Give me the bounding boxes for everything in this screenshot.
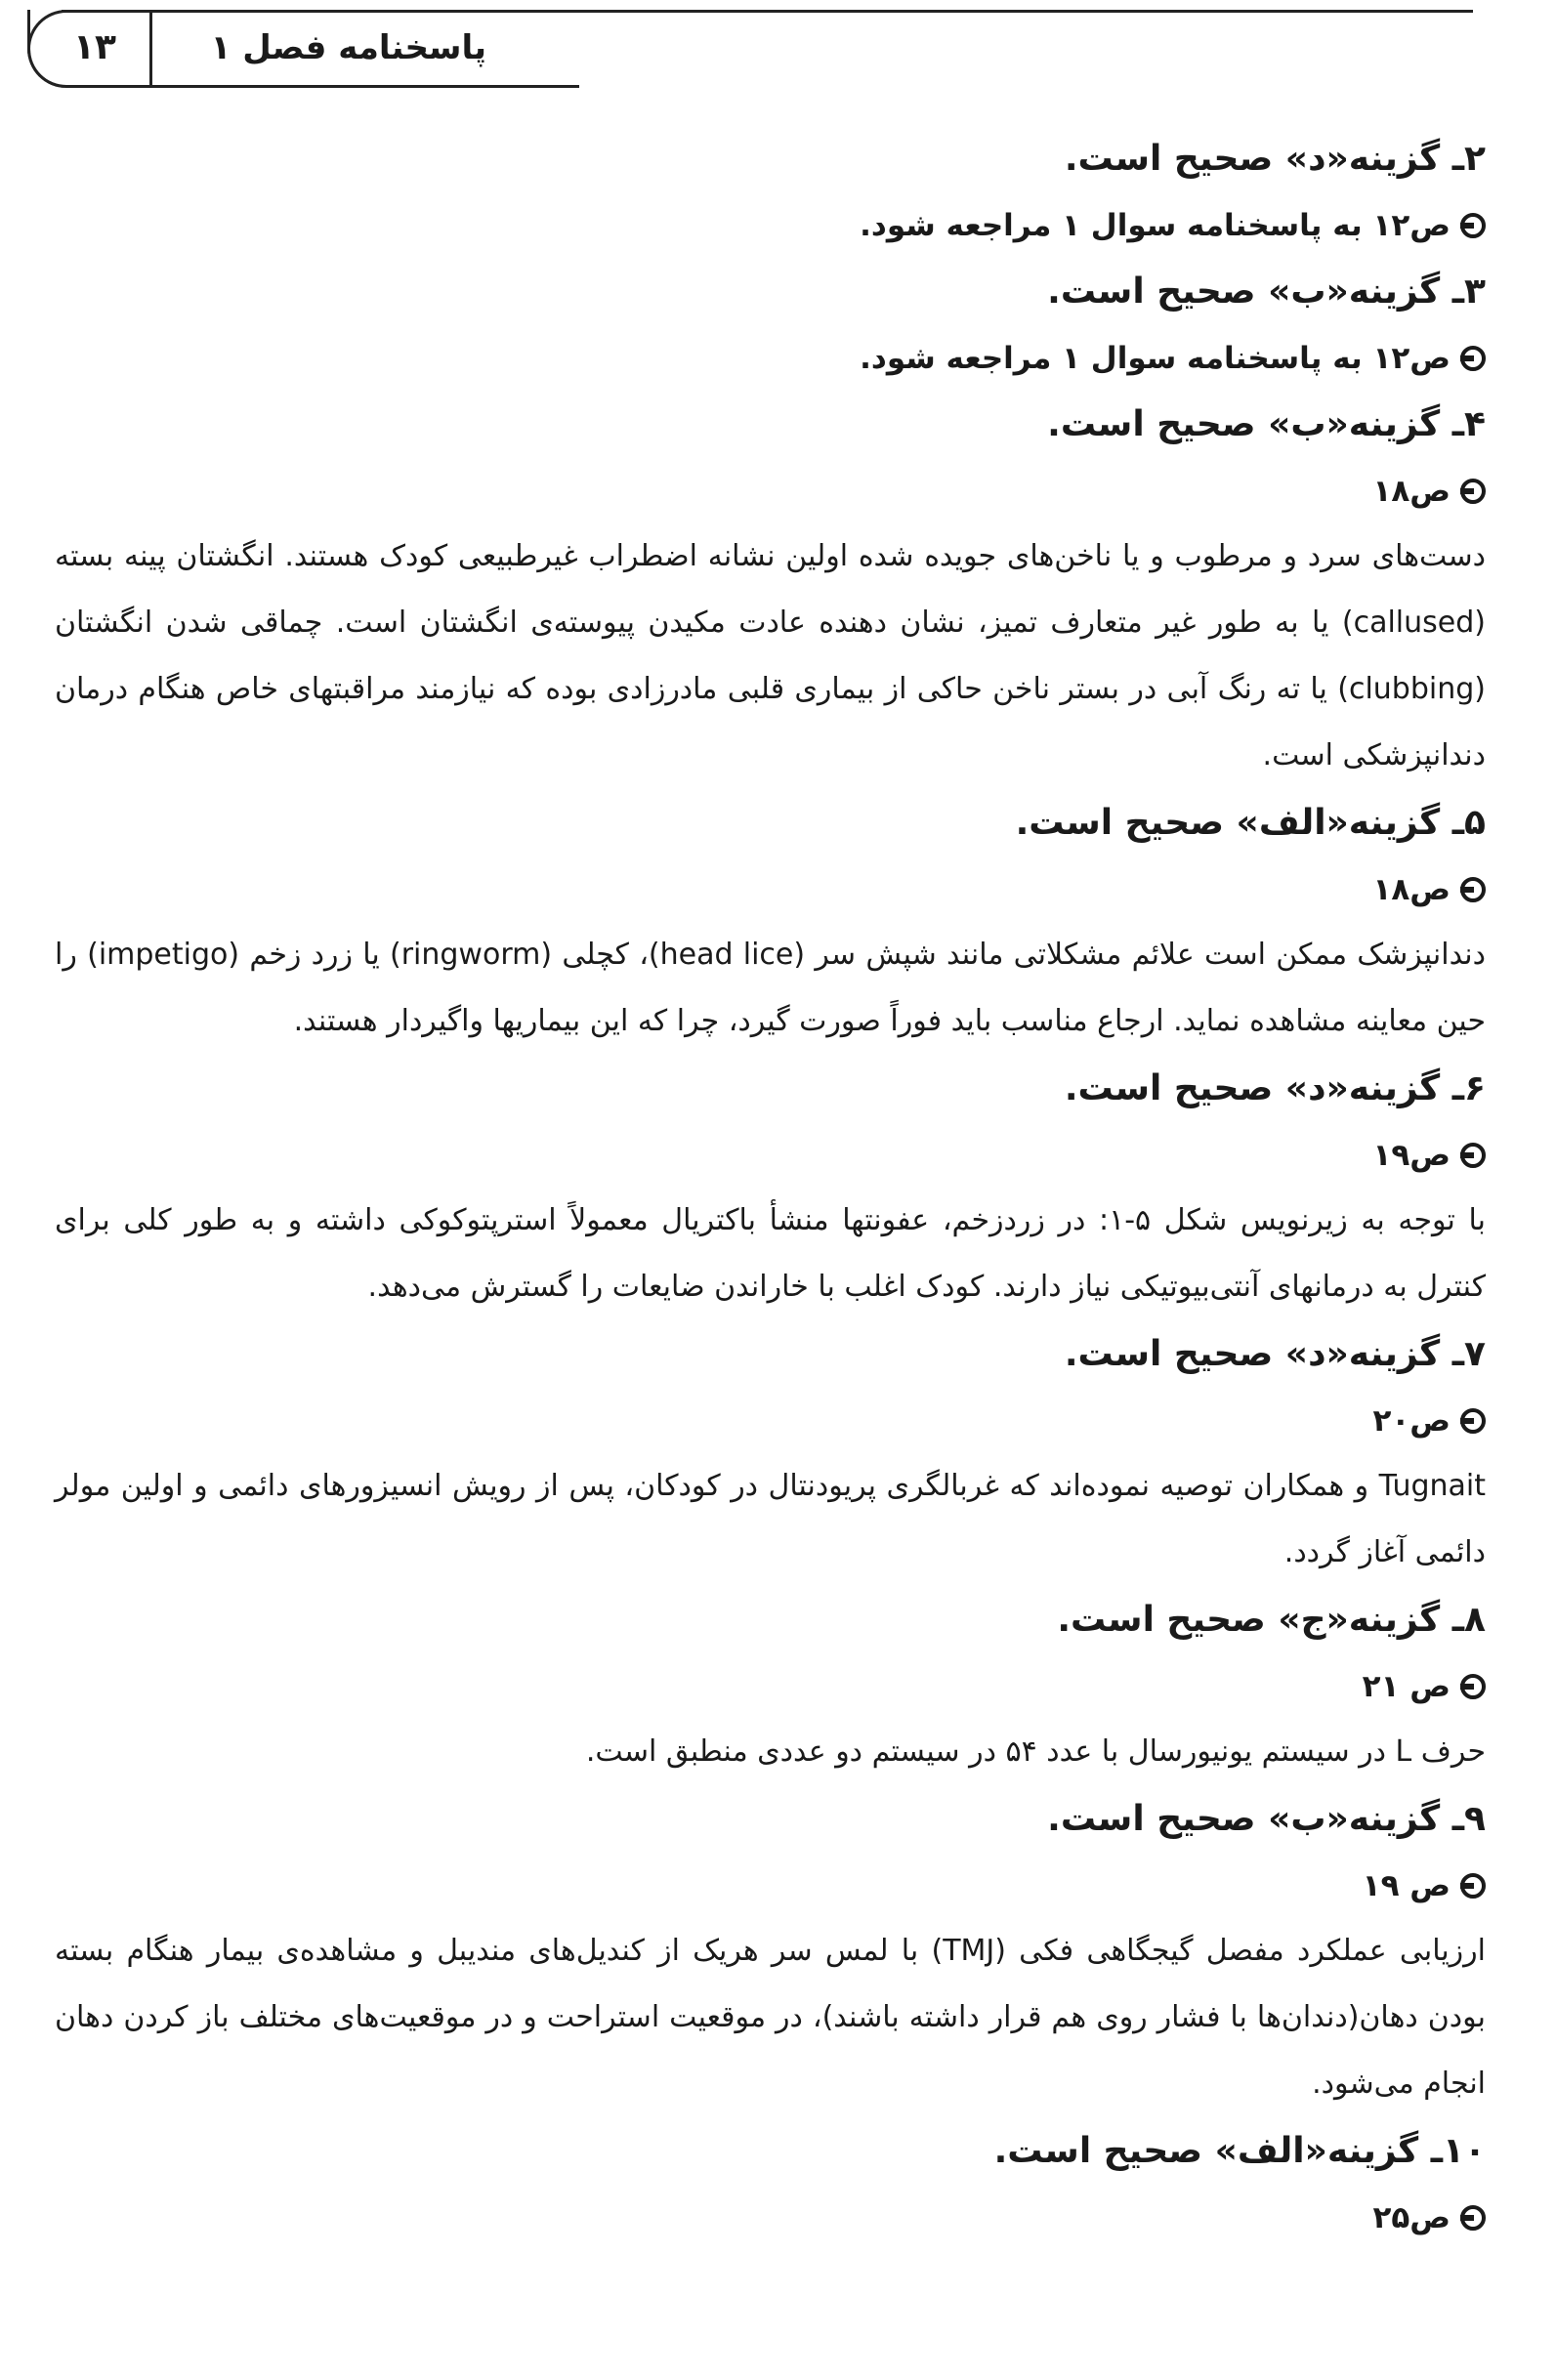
reference-arrow-icon <box>1460 1674 1486 1699</box>
page-reference-text: ص۲۵ <box>1372 2200 1451 2235</box>
answer-heading: ۹ـ گزینه«ب» صحیح است. <box>1047 1799 1486 1839</box>
page-reference <box>55 2196 1486 2239</box>
answer-3 <box>55 270 1486 380</box>
explanation-paragraph: با توجه به زیرنویس شکل ۵-۱: در زردزخم، عفونتها منشأ باکتریال معمولاً استرپتوکوکی داشته و به طور کلی برای کنترل به درمانهای آنتی‌بیوتیکی نیاز دارند. کودک اغلب با خاراندن ضایعات را گسترش می‌دهد. <box>55 1203 1486 1304</box>
header-divider <box>149 10 152 88</box>
page-reference-text: ص۲۰ <box>1372 1403 1451 1439</box>
explanation-paragraph: حرف L در سیستم یونیورسال با عدد ۵۴ در سیستم دو عددی منطبق است. <box>585 1734 1486 1769</box>
answer-heading: ۶ـ گزینه«د» صحیح است. <box>1064 1068 1486 1108</box>
page-reference <box>55 1399 1486 1442</box>
answer-2 <box>55 137 1486 247</box>
page-reference <box>55 1134 1486 1177</box>
page-reference <box>55 868 1486 911</box>
explanation-paragraph: ارزیابی عملکرد مفصل گیجگاهی فکی (TMJ) با لمس سر هریک از کندیل‌های مندیبل و مشاهده‌ی بیمار هنگام بسته بودن دهان(دندان‌ها با فشار روی هم قرار داشته باشند)، در موقعیت استراحت و در موقعیت‌های مختلف باز کردن دهان انجام می‌شود. <box>55 1934 1486 2101</box>
reference-arrow-icon <box>1460 479 1486 504</box>
page-reference-text: ص۱۲ به پاسخنامه سوال ۱ مراجعه شود. <box>860 341 1451 376</box>
page-reference <box>55 1665 1486 1708</box>
reference-arrow-icon <box>1460 2205 1486 2231</box>
explanation-paragraph: دندانپزشک ممکن است علائم مشکلاتی مانند شپش سر (head lice)، کچلی (ringworm) یا زرد زخم (impetigo) را حین معاینه مشاهده نماید. ارجاع مناسب باید فوراً صورت گیرد، چرا که این بیماریها واگیردار هستند. <box>55 938 1487 1038</box>
answer-6 <box>55 1066 1486 1320</box>
chapter-title: پاسخنامه فصل ۱ <box>210 28 486 67</box>
explanation-paragraph: دست‌های سرد و مرطوب و یا ناخن‌های جویده شده اولین نشانه اضطراب غیرطبیعی کودک هستند. انگشتان پینه بسته (callused) یا به طور غیر متعارف تمیز، نشان دهنده عادت مکیدن پیوسته‌ی انگشتان است. چماقی شدن انگشتان (clubbing) یا ته رنگ آبی در بستر ناخن حاکی از بیماری قلبی مادرزادی بوده که نیازمند مراقبتهای خاص هنگام درمان دندانپزشکی است. <box>55 539 1486 772</box>
page-reference <box>55 470 1486 513</box>
page-number: ۱۳ <box>73 27 116 67</box>
page-reference <box>55 204 1486 247</box>
explanation-paragraph: Tugnait و همکاران توصیه نموده‌اند که غربالگری پریودنتال در کودکان، پس از رویش انسیزورهای دائمی و اولین مولر دائمی آغاز گردد. <box>55 1469 1486 1569</box>
answer-5 <box>55 801 1486 1055</box>
reference-arrow-icon <box>1460 1143 1486 1168</box>
answer-heading: ۸ـ گزینه«ج» صحیح است. <box>1057 1600 1486 1640</box>
page-reference <box>55 337 1486 380</box>
answer-8 <box>55 1598 1486 1785</box>
reference-arrow-icon <box>1460 1873 1486 1899</box>
answer-9 <box>55 1797 1486 2117</box>
answer-heading: ۲ـ گزینه«د» صحیح است. <box>1064 139 1486 179</box>
page-reference-text: ص۱۹ <box>1372 1138 1451 1173</box>
answers-content <box>55 137 1486 2262</box>
page-header <box>27 10 1473 92</box>
answer-heading: ۴ـ گزینه«ب» صحیح است. <box>1047 404 1486 444</box>
page-reference-text: ص ۲۱ <box>1362 1669 1451 1704</box>
reference-arrow-icon <box>1460 877 1486 902</box>
page-reference-text: ص۱۸ <box>1372 474 1451 509</box>
reference-arrow-icon <box>1460 213 1486 238</box>
page-reference-text: ص۱۲ به پاسخنامه سوال ۱ مراجعه شود. <box>860 208 1451 243</box>
answer-heading: ۷ـ گزینه«د» صحیح است. <box>1064 1334 1486 1374</box>
answer-10 <box>55 2129 1486 2239</box>
page-reference-text: ص ۱۹ <box>1362 1868 1451 1903</box>
reference-arrow-icon <box>1460 1408 1486 1434</box>
page-reference <box>55 1864 1486 1907</box>
answer-heading: ۱۰ـ گزینه«الف» صحیح است. <box>993 2131 1486 2171</box>
answer-heading: ۵ـ گزینه«الف» صحیح است. <box>1015 803 1486 843</box>
page-reference-text: ص۱۸ <box>1372 872 1451 907</box>
answer-heading: ۳ـ گزینه«ب» صحیح است. <box>1047 271 1486 312</box>
header-tab-tail <box>560 85 579 88</box>
answer-7 <box>55 1332 1486 1586</box>
answer-4 <box>55 402 1486 789</box>
reference-arrow-icon <box>1460 346 1486 371</box>
